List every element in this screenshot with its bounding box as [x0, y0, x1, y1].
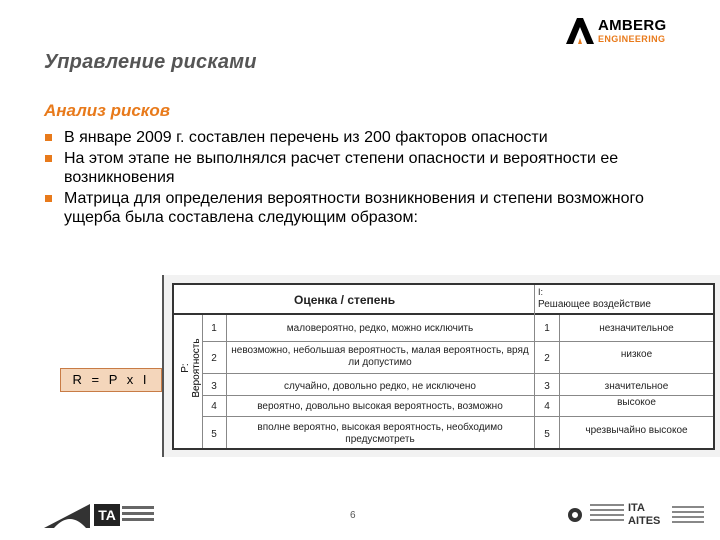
impact-description: высокое: [617, 397, 656, 408]
page-number: 6: [350, 510, 356, 521]
prob-number: 5: [211, 429, 217, 440]
risk-matrix-table: [172, 283, 715, 450]
prob-number: 1: [211, 323, 217, 334]
ita-aites-logo: [568, 500, 708, 534]
prob-number: 4: [211, 401, 217, 412]
impact-description: значительное: [604, 381, 669, 392]
tunnel-association-logo: [44, 502, 156, 530]
impact-number: 1: [544, 323, 550, 334]
impact-description: незначительное: [599, 323, 674, 334]
bullet-square-icon: [45, 155, 52, 162]
ring-logo-icon: [568, 508, 582, 522]
bullet-item: Матрица для определения вероятности возникновения и степени возможного ущерба была составлена следующим образом:: [44, 189, 694, 227]
risk-formula: R = P x I: [60, 368, 162, 392]
prob-description: случайно, довольно редко, не исключено: [284, 381, 476, 392]
prob-number: 2: [211, 353, 217, 364]
impact-number: 4: [544, 401, 550, 412]
aites-mark: AITES: [628, 515, 661, 527]
prob-description: вероятно, довольно высокая вероятность, возможно: [257, 401, 503, 412]
logo-sub: ENGINEERING: [598, 34, 666, 44]
probability-axis-label: P: Вероятность: [180, 338, 202, 398]
amberg-logo: [566, 18, 686, 46]
amberg-mark-icon: [566, 18, 594, 44]
prob-description: невозможно, небольшая вероятность, малая вероятность, вряд ли допустимо: [231, 345, 529, 368]
prob-description: маловероятно, редко, можно исключить: [286, 323, 474, 334]
impact-description: низкое: [620, 349, 653, 360]
prob-description: вполне вероятно, высокая вероятность, необходимо предусмотреть: [257, 422, 503, 445]
impact-title: Решающее воздействие: [538, 299, 651, 310]
ta-mark: TA: [94, 504, 120, 526]
ita-mark: ITA: [628, 502, 645, 514]
impact-number: 5: [544, 429, 550, 440]
association-text-lines: [672, 506, 704, 526]
section-subtitle: Анализ рисков: [44, 101, 171, 120]
impact-number: 3: [544, 381, 550, 392]
logo-name: AMBERG: [598, 17, 667, 34]
bullet-item: На этом этапе не выполнялся расчет степени опасности и вероятности ее возникновения: [44, 149, 694, 187]
prob-number: 3: [211, 381, 217, 392]
tunnel-logo-icon: [44, 504, 90, 528]
association-text-lines: [590, 504, 624, 524]
page-title: Управление рисками: [44, 51, 257, 73]
impact-label: I:: [538, 287, 544, 297]
risk-matrix-panel: [162, 275, 720, 457]
impact-description: чрезвычайно высокое: [585, 425, 688, 436]
bullet-square-icon: [45, 134, 52, 141]
association-text-lines: [122, 506, 154, 524]
bullet-square-icon: [45, 195, 52, 202]
impact-number: 2: [544, 353, 550, 364]
bullet-list: [44, 128, 694, 229]
bullet-item: В январе 2009 г. составлен перечень из 200 факторов опасности: [44, 128, 694, 147]
table-header: Оценка / степень: [294, 293, 396, 307]
